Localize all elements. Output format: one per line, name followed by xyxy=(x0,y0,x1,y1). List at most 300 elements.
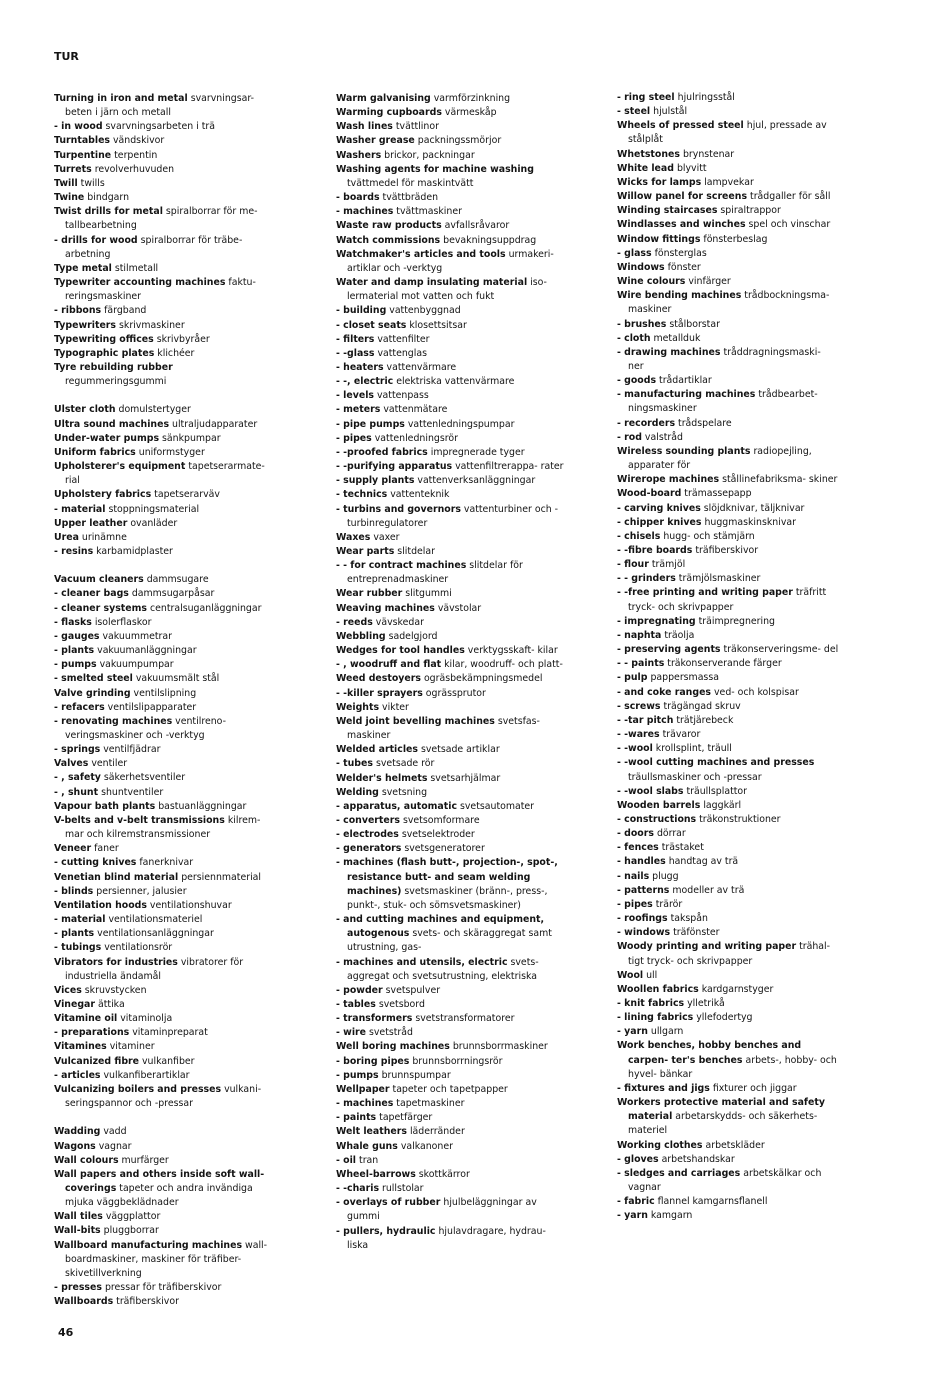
entry-translation: arbetskälkar och vagnar xyxy=(628,1167,822,1194)
entry-translation: vattenledningsrör xyxy=(374,432,458,444)
entry-term: - -killer sprayers xyxy=(336,687,423,699)
entry-term: - pulp xyxy=(617,672,648,684)
entry-translation: flannel kamgarnsflanell xyxy=(657,1196,768,1208)
entry-translation: rullstolar xyxy=(382,1183,424,1195)
entry-translation: trådspelare xyxy=(678,417,732,429)
entry-term: - lining fabrics xyxy=(617,1012,694,1024)
entry-translation: ventiler xyxy=(91,758,128,770)
entry-translation: svets- aggregat och svetsutrustning, elektriska xyxy=(347,956,539,982)
entry-term: Typographic plates xyxy=(54,347,155,359)
entry-term: - turbins and governors xyxy=(336,503,461,515)
entry-term: Wirerope machines xyxy=(617,474,720,486)
glossary-entry xyxy=(336,1125,568,1139)
entry-translation: domulstertyger xyxy=(118,404,191,416)
entry-translation: tapetserarmate- rial xyxy=(65,461,265,487)
entry-translation: trätjärebeck xyxy=(676,714,734,726)
entry-term: - , woodruff and flat xyxy=(336,659,442,671)
entry-term: - preparations xyxy=(54,1027,130,1039)
entry-translation: modeller av trä xyxy=(672,884,745,896)
glossary-entry xyxy=(336,205,568,219)
entry-term: Wood-board xyxy=(617,488,682,500)
glossary-entry xyxy=(54,432,272,446)
entry-term: Woody printing and writing paper xyxy=(617,941,797,953)
glossary-entry xyxy=(336,503,568,531)
glossary-entry xyxy=(617,487,839,501)
entry-term: - apparatus, automatic xyxy=(336,800,458,812)
glossary-entry xyxy=(617,473,839,487)
entry-term: - pullers, hydraulic xyxy=(336,1225,436,1237)
entry-term: Wine colours xyxy=(617,276,686,288)
entry-translation: kardgarnstyger xyxy=(701,983,774,995)
entry-term: - machines (flash butt-, projection-, spot-, resistance butt- and seam welding machines) xyxy=(336,857,558,897)
entry-term: Waste raw products xyxy=(336,220,442,232)
glossary-entry xyxy=(54,234,272,262)
entry-term: Wallboard manufacturing machines xyxy=(54,1239,243,1251)
entry-term: - -wares xyxy=(617,729,660,741)
entry-term: - -free printing and writing paper xyxy=(617,587,793,599)
entry-translation: träkonstruktioner xyxy=(699,813,781,825)
entry-translation: färgband xyxy=(104,305,147,317)
entry-translation: takspån xyxy=(670,913,708,925)
glossary-entry xyxy=(54,163,272,177)
entry-term: - - grinders xyxy=(617,573,676,585)
entry-translation: träfiberskivor xyxy=(116,1296,179,1308)
glossary-entry xyxy=(617,374,839,388)
entry-translation: iso- lermaterial mot vatten och fukt xyxy=(347,277,547,303)
entry-term: - reeds xyxy=(336,616,373,628)
glossary-entry xyxy=(54,573,272,587)
entry-translation: valkanoner xyxy=(400,1140,453,1152)
glossary-entry xyxy=(336,531,568,545)
glossary-entry xyxy=(617,629,839,643)
glossary-entry xyxy=(336,163,568,191)
glossary-entry xyxy=(617,1153,839,1167)
entry-translation: träolja xyxy=(664,629,695,641)
entry-term: - smelted steel xyxy=(54,673,133,685)
glossary-entry xyxy=(54,1083,272,1111)
glossary-entry xyxy=(54,319,272,333)
glossary-entry xyxy=(54,205,272,233)
glossary-entry xyxy=(617,502,839,516)
glossary-entry xyxy=(617,898,839,912)
glossary-entry xyxy=(54,1281,272,1295)
entry-translation: ultraljudapparater xyxy=(172,418,258,430)
page-header: TUR xyxy=(54,50,79,63)
glossary-entry xyxy=(54,460,272,488)
entry-term: Under-water pumps xyxy=(54,432,160,444)
entry-translation: slitdelar xyxy=(397,546,435,557)
entry-term: Turpentine xyxy=(54,149,112,161)
entry-term: - machines xyxy=(336,1098,394,1110)
entry-translation: svetsade artiklar xyxy=(420,744,500,756)
entry-translation: trästaket xyxy=(661,842,704,854)
entry-translation: tapeter och tapetpapper xyxy=(392,1083,508,1095)
entry-term: - carving knives xyxy=(617,502,701,514)
glossary-entry xyxy=(54,262,272,276)
entry-term: Upholsterer's equipment xyxy=(54,461,186,473)
glossary-entry xyxy=(54,1168,272,1210)
entry-translation: blyvitt xyxy=(676,162,707,174)
entry-term: Wire bending machines xyxy=(617,290,742,302)
entry-translation: vakuummetrar xyxy=(102,630,172,642)
entry-translation: revolverhuvuden xyxy=(94,163,175,175)
glossary-entry xyxy=(336,474,568,488)
entry-translation: svarvningsarbeten i trä xyxy=(105,121,215,133)
entry-term: Vulcanizing boilers and presses xyxy=(54,1083,222,1095)
entry-translation: vattenbyggnad xyxy=(389,305,461,317)
entry-term: Work benches, hobby benches and carpen- ter's benches xyxy=(617,1040,802,1066)
entry-term: - paints xyxy=(336,1112,377,1124)
entry-translation: ventilreno- veringsmaskiner och -verktyg xyxy=(65,715,226,741)
page-number: 46 xyxy=(58,1326,74,1339)
glossary-entry xyxy=(617,827,839,841)
entry-term: - tables xyxy=(336,999,376,1010)
glossary-entry xyxy=(54,984,272,998)
entry-term: - pumps xyxy=(336,1069,379,1081)
glossary-entry xyxy=(54,885,272,899)
entry-translation: vävskedar xyxy=(375,616,424,628)
entry-term: - doors xyxy=(617,828,654,840)
entry-term: - -purifying apparatus xyxy=(336,461,453,473)
entry-term: - tubings xyxy=(54,942,102,954)
entry-term: - machines xyxy=(336,206,394,218)
entry-translation: svetsade rör xyxy=(375,758,435,770)
glossary-entry xyxy=(54,1069,272,1083)
entry-translation: slöjdknivar, täljknivar xyxy=(703,502,805,514)
entry-translation: trämjölsmaskiner xyxy=(678,573,761,585)
entry-term: - ribbons xyxy=(54,305,102,317)
entry-translation: vakuumanläggningar xyxy=(97,645,197,657)
glossary-entry xyxy=(54,871,272,885)
glossary-entry xyxy=(336,1097,568,1111)
glossary-entry xyxy=(54,927,272,941)
entry-translation: laggkärl xyxy=(703,799,742,811)
entry-translation: svetsmaskiner (bränn-, press-, punkt-, stuk- och sömsvetsmaskiner) xyxy=(347,885,548,911)
glossary-entry xyxy=(336,998,568,1012)
entry-translation: träullsmaskiner och -pressar xyxy=(628,771,762,783)
entry-translation: hjul, pressade av stålplåt xyxy=(628,120,827,146)
glossary-entry xyxy=(617,204,839,218)
glossary-entry xyxy=(336,800,568,814)
glossary-entry xyxy=(617,671,839,685)
glossary-entry xyxy=(336,602,568,616)
entry-term: - drills for wood xyxy=(54,234,138,246)
glossary-entry xyxy=(54,347,272,361)
entry-term: - pumps xyxy=(54,659,97,671)
entry-term: Tyre rebuilding rubber xyxy=(54,361,173,373)
entry-term: - powder xyxy=(336,984,383,996)
entry-term: - -, electric xyxy=(336,376,394,388)
entry-term: Well boring machines xyxy=(336,1041,450,1053)
entry-term: Typewriting offices xyxy=(54,333,154,345)
glossary-entry xyxy=(617,332,839,346)
entry-translation: tapetserarväv xyxy=(154,489,220,501)
glossary-entry xyxy=(336,276,568,304)
glossary-entry xyxy=(617,105,839,119)
glossary-entry xyxy=(336,92,568,106)
entry-translation: väggplattor xyxy=(105,1211,161,1223)
entry-translation: brunnsborrmaskiner xyxy=(452,1041,548,1053)
entry-term: - resins xyxy=(54,545,94,557)
glossary-entry xyxy=(336,333,568,347)
entry-term: - sledges and carriages xyxy=(617,1167,741,1179)
glossary-entry xyxy=(617,940,839,968)
glossary-entry xyxy=(54,913,272,927)
entry-translation: ventilationsmateriel xyxy=(108,914,203,926)
entry-translation: vulkanfiber xyxy=(142,1055,195,1067)
entry-translation: isolerflaskor xyxy=(94,616,152,628)
entry-term: - and cutting machines and equipment, autogenous xyxy=(336,914,545,940)
glossary-entry xyxy=(54,956,272,984)
entry-term: - handles xyxy=(617,856,666,868)
entry-term: - constructions xyxy=(617,813,697,825)
entry-term: - and coke ranges xyxy=(617,686,712,698)
glossary-entry xyxy=(336,672,568,686)
entry-term: - knit fabrics xyxy=(617,998,685,1009)
entry-translation: svetsfas- maskiner xyxy=(347,715,540,742)
entry-term: Wall-bits xyxy=(54,1225,101,1237)
entry-translation: skruvstycken xyxy=(84,984,147,996)
entry-translation: vakuumpumpar xyxy=(99,659,174,671)
entry-translation: vattenpass xyxy=(376,390,429,402)
entry-translation: valstråd xyxy=(644,431,683,443)
entry-translation: metallduk xyxy=(653,332,701,344)
entry-term: Working clothes xyxy=(617,1139,703,1151)
entry-translation: fönster xyxy=(667,261,701,273)
glossary-entry xyxy=(336,1154,568,1168)
glossary-entry xyxy=(617,162,839,176)
entry-translation: brunnsborrningsrör xyxy=(412,1055,503,1067)
glossary-entry xyxy=(617,261,839,275)
entry-translation: brynstenar xyxy=(682,148,735,160)
glossary-entry xyxy=(617,870,839,884)
entry-translation: ventilationsrör xyxy=(104,942,173,954)
entry-term: - glass xyxy=(617,247,652,259)
glossary-entry xyxy=(617,431,839,445)
entry-term: - supply plants xyxy=(336,475,415,487)
entry-term: - overlays of rubber xyxy=(336,1197,441,1209)
entry-term: Welded articles xyxy=(336,744,418,756)
entry-translation: svetselektroder xyxy=(401,829,475,841)
entry-term: Vacuum cleaners xyxy=(54,574,144,586)
glossary-entry xyxy=(617,1096,839,1138)
entry-translation: vattenglas xyxy=(377,347,427,359)
entry-translation: arbets-, hobby- och hyvel- bänkar xyxy=(628,1054,837,1080)
entry-term: - plants xyxy=(54,928,95,940)
entry-term: Wheels of pressed steel xyxy=(617,120,744,132)
entry-translation: vattenvärmare xyxy=(386,361,457,373)
entry-term: Upper leather xyxy=(54,517,128,529)
entry-translation: trägängad skruv xyxy=(663,700,741,712)
column-2 xyxy=(336,92,568,1253)
entry-term: - -fibre boards xyxy=(617,545,693,556)
entry-translation: dammsugarpåsar xyxy=(131,588,215,600)
glossary-entry xyxy=(336,319,568,333)
entry-translation: vadd xyxy=(103,1126,127,1138)
glossary-entry xyxy=(54,1040,272,1054)
entry-term: Wooden barrels xyxy=(617,799,701,811)
entry-term: - generators xyxy=(336,843,402,855)
entry-term: - material xyxy=(54,914,106,926)
glossary-entry xyxy=(336,559,568,587)
entry-translation: trådartiklar xyxy=(659,375,712,387)
entry-translation: svetstråd xyxy=(369,1027,413,1039)
glossary-entry xyxy=(54,1154,272,1168)
entry-term: - screws xyxy=(617,700,661,712)
entry-translation: bastuanläggningar xyxy=(158,800,247,812)
glossary-entry xyxy=(336,856,568,913)
entry-translation: sänkpumpar xyxy=(162,432,221,444)
glossary-entry xyxy=(617,176,839,190)
entry-term: Ultra sound machines xyxy=(54,418,170,430)
entry-term: Webbling xyxy=(336,630,386,642)
glossary-entry xyxy=(336,587,568,601)
entry-term: - pipe pumps xyxy=(336,418,405,430)
glossary-entry xyxy=(617,855,839,869)
entry-translation: vikter xyxy=(382,701,409,713)
entry-term: - -glass xyxy=(336,347,375,359)
glossary-entry xyxy=(617,799,839,813)
glossary-entry xyxy=(336,658,568,672)
glossary-entry xyxy=(617,1039,839,1081)
entry-term: Welt leathers xyxy=(336,1126,407,1138)
entry-translation: lampvekar xyxy=(704,176,754,188)
entry-term: Washing agents for machine washing xyxy=(336,163,534,175)
entry-translation: ylletrikå xyxy=(687,998,725,1009)
glossary-entry xyxy=(54,403,272,417)
glossary-entry xyxy=(617,728,839,742)
entry-term: Wall tiles xyxy=(54,1211,103,1223)
glossary-entry xyxy=(617,969,839,983)
glossary-entry xyxy=(617,926,839,940)
glossary-entry xyxy=(617,544,839,558)
entry-translation: krollsplint, träull xyxy=(655,743,732,755)
entry-translation: bevakningsuppdrag xyxy=(443,234,537,246)
entry-term: - meters xyxy=(336,404,381,416)
section-gap xyxy=(54,1111,272,1125)
entry-translation: faktu- reringsmaskiner xyxy=(65,277,256,303)
glossary-entry xyxy=(617,190,839,204)
glossary-entry xyxy=(617,643,839,657)
entry-translation: vattenfiltrerappa- rater xyxy=(455,461,564,473)
entry-translation: brickor, packningar xyxy=(384,149,475,161)
entry-term: Winding staircases xyxy=(617,205,718,217)
entry-term: - refacers xyxy=(54,701,105,713)
entry-term: Whale guns xyxy=(336,1140,398,1152)
entry-term: - cleaner systems xyxy=(54,602,147,614)
glossary-entry xyxy=(54,1295,272,1309)
entry-term: - -tar pitch xyxy=(617,714,674,726)
glossary-entry xyxy=(617,657,839,671)
entry-translation: tapetfärger xyxy=(379,1112,433,1124)
glossary-entry xyxy=(54,149,272,163)
entry-term: Whetstones xyxy=(617,148,680,160)
entry-translation: ullgarn xyxy=(650,1026,684,1038)
entry-term: - converters xyxy=(336,814,400,826)
entry-term: - recorders xyxy=(617,417,676,429)
entry-translation: träfiberskivor xyxy=(695,545,759,556)
entry-translation: ventilslipapparater xyxy=(107,701,197,713)
entry-translation: trämassepapp xyxy=(684,488,752,500)
glossary-entry xyxy=(617,558,839,572)
entry-term: Weights xyxy=(336,701,380,713)
entry-term: Wadding xyxy=(54,1126,101,1138)
entry-translation: vibratorer för industriella ändamål xyxy=(65,956,244,982)
glossary-entry xyxy=(336,786,568,800)
glossary-entry xyxy=(336,460,568,474)
glossary-entry xyxy=(617,615,839,629)
entry-translation: skrivmaskiner xyxy=(119,319,185,331)
entry-translation: arbetarskydds- och säkerhets- materiel xyxy=(628,1111,818,1137)
entry-term: Twist drills for metal xyxy=(54,206,163,218)
entry-term: Wagons xyxy=(54,1140,96,1152)
entry-translation: dammsugare xyxy=(146,574,209,586)
entry-term: - material xyxy=(54,503,106,515)
entry-translation: murfärger xyxy=(121,1154,169,1166)
entry-term: Upholstery fabrics xyxy=(54,489,152,501)
entry-translation: värmeskåp xyxy=(444,107,497,119)
entry-translation: vattenturbiner och -turbinregulatorer xyxy=(347,503,559,529)
entry-translation: träkonserverande färger xyxy=(667,658,782,670)
entry-term: - building xyxy=(336,305,387,317)
entry-translation: yllefodertyg xyxy=(696,1012,753,1024)
entry-translation: tapetmaskiner xyxy=(396,1098,465,1110)
glossary-entry xyxy=(54,856,272,870)
glossary-entry xyxy=(54,743,272,757)
entry-term: - preserving agents xyxy=(617,644,721,656)
glossary-entry xyxy=(336,403,568,417)
entry-term: - boards xyxy=(336,192,380,204)
entry-translation: spiralborrar för me- tallbearbetning xyxy=(65,206,258,232)
entry-translation: regummeringsgummi xyxy=(65,376,167,388)
entry-term: Washers xyxy=(336,149,382,161)
entry-term: Woollen fabrics xyxy=(617,983,699,995)
glossary-entry xyxy=(336,757,568,771)
entry-translation: trävaror xyxy=(662,729,701,741)
entry-translation: elektriska vattenvärmare xyxy=(396,376,515,388)
glossary-entry xyxy=(54,531,272,545)
entry-term: Windlasses and winches xyxy=(617,219,746,231)
entry-translation: persiennmaterial xyxy=(181,871,262,883)
entry-term: Uniform fabrics xyxy=(54,446,136,458)
entry-translation: fanerknivar xyxy=(139,857,194,869)
entry-translation: hjulbeläggningar av gummi xyxy=(347,1197,537,1223)
glossary-entry xyxy=(336,375,568,389)
entry-translation: stålborstar xyxy=(669,318,720,330)
entry-translation: kilar, woodruff- och platt- xyxy=(444,659,563,671)
entry-translation: trådgaller för såll xyxy=(750,191,831,203)
entry-translation: vattenfilter xyxy=(377,333,430,345)
entry-translation: radiopejling, apparater för xyxy=(628,445,812,472)
glossary-entry xyxy=(54,1140,272,1154)
entry-translation: vattenledningspumpar xyxy=(407,418,515,430)
entry-term: Ventilation hoods xyxy=(54,899,147,911)
glossary-entry xyxy=(336,1055,568,1069)
glossary-entry xyxy=(54,687,272,701)
entry-translation: vulkanfiberartiklar xyxy=(103,1069,190,1081)
entry-translation: trämjöl xyxy=(651,559,686,571)
glossary-entry xyxy=(54,658,272,672)
entry-translation: shuntventiler xyxy=(101,786,164,798)
entry-term: - wire xyxy=(336,1027,367,1039)
entry-term: Warming cupboards xyxy=(336,107,442,119)
entry-translation: svetstransformatorer xyxy=(415,1013,515,1025)
entry-term: - chisels xyxy=(617,530,661,542)
entry-term: Workers protective material and safety material xyxy=(617,1097,825,1123)
glossary-entry xyxy=(336,1182,568,1196)
entry-translation: tråddragningsmaski- ner xyxy=(628,346,821,372)
entry-term: Wear rubber xyxy=(336,588,403,600)
